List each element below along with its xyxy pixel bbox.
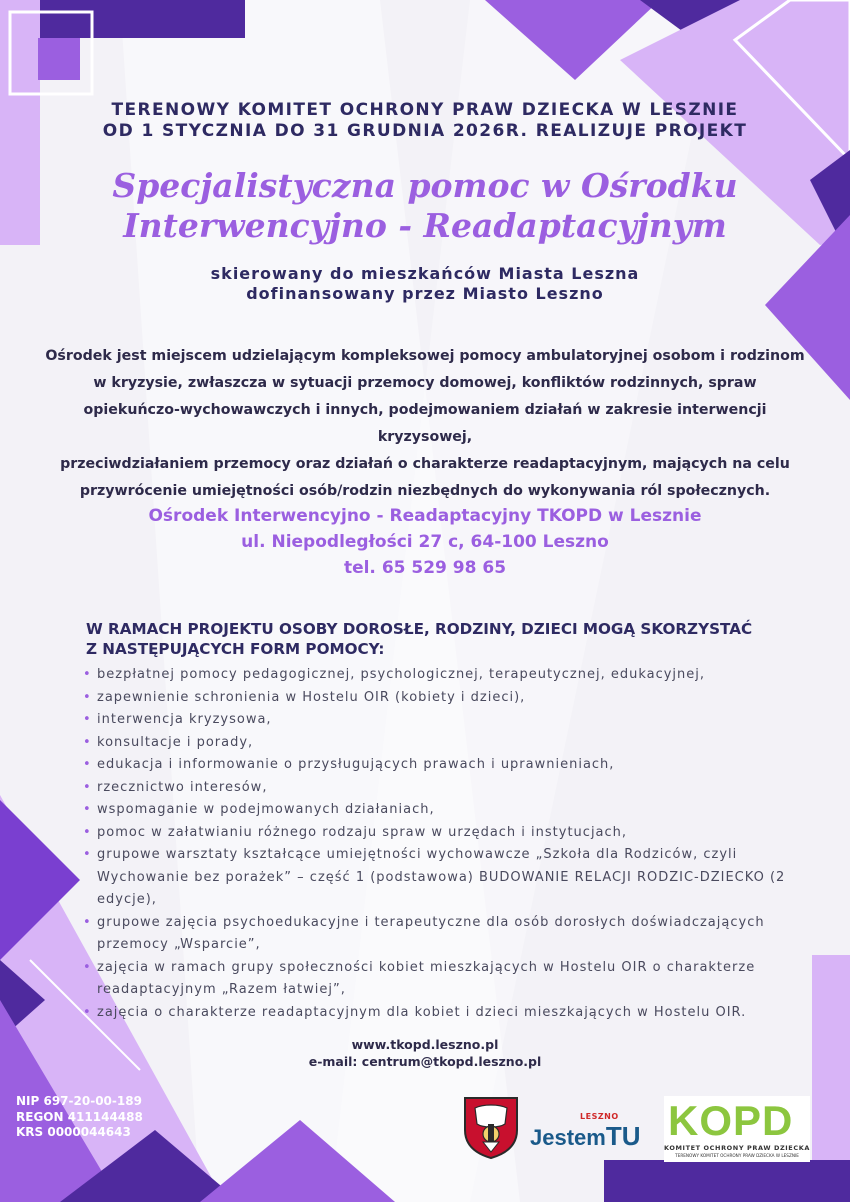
tu-word: TU: [605, 1121, 641, 1151]
leszno-crest-logo: [461, 1094, 521, 1160]
center-address: ul. Niepodległości 27 c, 64-100 Leszno: [241, 532, 609, 552]
bullet-icon: •: [83, 847, 92, 862]
bullet-icon: •: [83, 802, 92, 817]
organization-header: [0, 100, 850, 142]
jestem-leszno-text: LESZNO: [580, 1112, 619, 1121]
center-phone: tel. 65 529 98 65: [343, 558, 507, 578]
web-contact: [0, 1036, 850, 1070]
list-item: [82, 777, 792, 800]
nip-number: NIP 697-20-00-189: [16, 1094, 142, 1108]
center-name: Ośrodek Interwencyjno - Readaptacyjny TKOPD w Lesznie: [148, 506, 702, 526]
kopd-full-name: KOMITET OCHRONY PRAW DZIECKA: [664, 1144, 810, 1152]
list-item: [82, 912, 792, 957]
subtitle-line-1: skierowany do mieszkańców Miasta Leszna: [210, 264, 640, 283]
center-description: [38, 343, 812, 505]
description-line: przywrócenie umiejętności osób/rodzin niezbędnych do wykonywania ról społecznych.: [79, 483, 771, 499]
bullet-icon: •: [83, 1004, 92, 1020]
bullet-icon: •: [83, 959, 92, 975]
bullet-icon: •: [83, 689, 92, 705]
list-item: [82, 957, 792, 1002]
list-item-text: bezpłatnej pomocy pedagogicznej, psychologicznej, terapeutycznej, edukacyjnej,: [97, 667, 706, 682]
list-item-text: zajęcia o charakterze readaptacyjnym dla kobiet i dzieci mieszkających w Hostelu OIR.: [97, 1004, 747, 1020]
list-item-text: interwencja kryzysowa,: [97, 712, 272, 727]
bullet-icon: •: [83, 667, 92, 682]
list-item-text: grupowe warsztaty kształcące umiejętności wychowawcze „Szkoła dla Rodziców, czyli Wychowanie bez porażek” – część 1 (podstawowa) BUDOWANIE RELACJI RODZIC-DZIECKO (2 edycje),: [97, 847, 786, 907]
bullet-icon: •: [83, 734, 92, 750]
description-line: opiekuńczo-wychowawczych i innych, podejmowaniem działań w zakresie interwencji kryzysowej,: [83, 402, 767, 445]
email-link[interactable]: e-mail: centrum@tkopd.leszno.pl: [308, 1054, 542, 1069]
description-line: przeciwdziałaniem przemocy oraz działań o charakterze readaptacyjnym, mających na celu: [60, 456, 790, 472]
list-item-text: zapewnienie schronienia w Hostelu OIR (kobiety i dzieci),: [97, 689, 526, 705]
org-line-1: TERENOWY KOMITET OCHRONY PRAW DZIECKA W LESZNIE: [111, 100, 739, 120]
list-item: [82, 844, 792, 912]
list-item: [82, 799, 792, 822]
project-title-line-2: Interwencyjno - Readaptacyjnym: [123, 206, 727, 245]
list-item: [82, 1002, 792, 1025]
list-item: [82, 732, 792, 755]
subtitle-line-2: dofinansowany przez Miasto Leszno: [246, 284, 604, 303]
list-item: [82, 664, 792, 687]
center-contact: [0, 503, 850, 581]
project-title: [0, 166, 850, 246]
description-line: w kryzysie, zwłaszcza w sytuacji przemocy domowej, konfliktów rodzinnych, spraw: [93, 375, 757, 391]
list-item-text: edukacja i informowanie o przysługujących prawach i uprawnieniach,: [97, 757, 615, 772]
krs-number: KRS 0000044643: [16, 1125, 131, 1139]
list-item: [82, 687, 792, 710]
list-item: [82, 822, 792, 845]
list-item-text: grupowe zajęcia psychoedukacyjne i terapeutyczne dla osób dorosłych doświadczających przemocy „Wsparcie”,: [97, 914, 765, 952]
forms-heading-line-1: W RAMACH PROJEKTU OSOBY DOROSŁE, RODZINY, DZIECI MOGĄ SKORZYSTAĆ: [86, 620, 753, 638]
bullet-icon: •: [83, 914, 92, 930]
jestem-tu-logo: [530, 1112, 662, 1152]
kopd-subtext: TERENOWY KOMITET OCHRONY PRAW DZIECKA W LESZNIE: [675, 1153, 799, 1158]
list-item-text: pomoc w załatwianiu różnego rodzaju spraw w urzędach i instytucjach,: [97, 824, 628, 840]
project-subtitle: [0, 264, 850, 304]
registration-ids: [16, 1094, 143, 1141]
bullet-icon: •: [83, 779, 92, 795]
list-item-text: rzecznictwo interesów,: [97, 779, 268, 795]
description-line: Ośrodek jest miejscem udzielającym kompleksowej pomocy ambulatoryjnej osobom i rodzinom: [45, 348, 805, 364]
kopd-logo: [664, 1096, 810, 1162]
list-item: [82, 709, 792, 732]
bullet-icon: •: [83, 712, 92, 727]
corner-shape: [604, 1160, 850, 1202]
corner-shape: [38, 38, 80, 80]
regon-number: REGON 411144488: [16, 1109, 143, 1124]
list-item: [82, 754, 792, 777]
jestem-word: Jestem: [530, 1125, 606, 1150]
forms-heading-line-2: Z NASTĘPUJĄCYCH FORM POMOCY:: [86, 640, 385, 658]
list-item-text: wspomaganie w podejmowanych działaniach,: [97, 802, 435, 817]
bullet-icon: •: [83, 757, 92, 772]
forms-list: [82, 664, 792, 1024]
org-line-2: OD 1 STYCZNIA DO 31 GRUDNIA 2026R. REALIZUJE PROJEKT: [102, 121, 748, 141]
forms-heading: [86, 619, 786, 659]
website-link[interactable]: www.tkopd.leszno.pl: [351, 1037, 499, 1052]
bullet-icon: •: [83, 824, 92, 840]
project-title-line-1: Specjalistyczna pomoc w Ośrodku: [112, 166, 738, 205]
jestem-main-text: [530, 1121, 641, 1152]
list-item-text: zajęcia w ramach grupy społeczności kobiet mieszkających w Hostelu OIR o charakterze readaptacyjnym „Razem łatwiej”,: [97, 959, 756, 997]
kopd-letters: KOPD: [668, 1097, 794, 1144]
list-item-text: konsultacje i porady,: [97, 734, 254, 750]
